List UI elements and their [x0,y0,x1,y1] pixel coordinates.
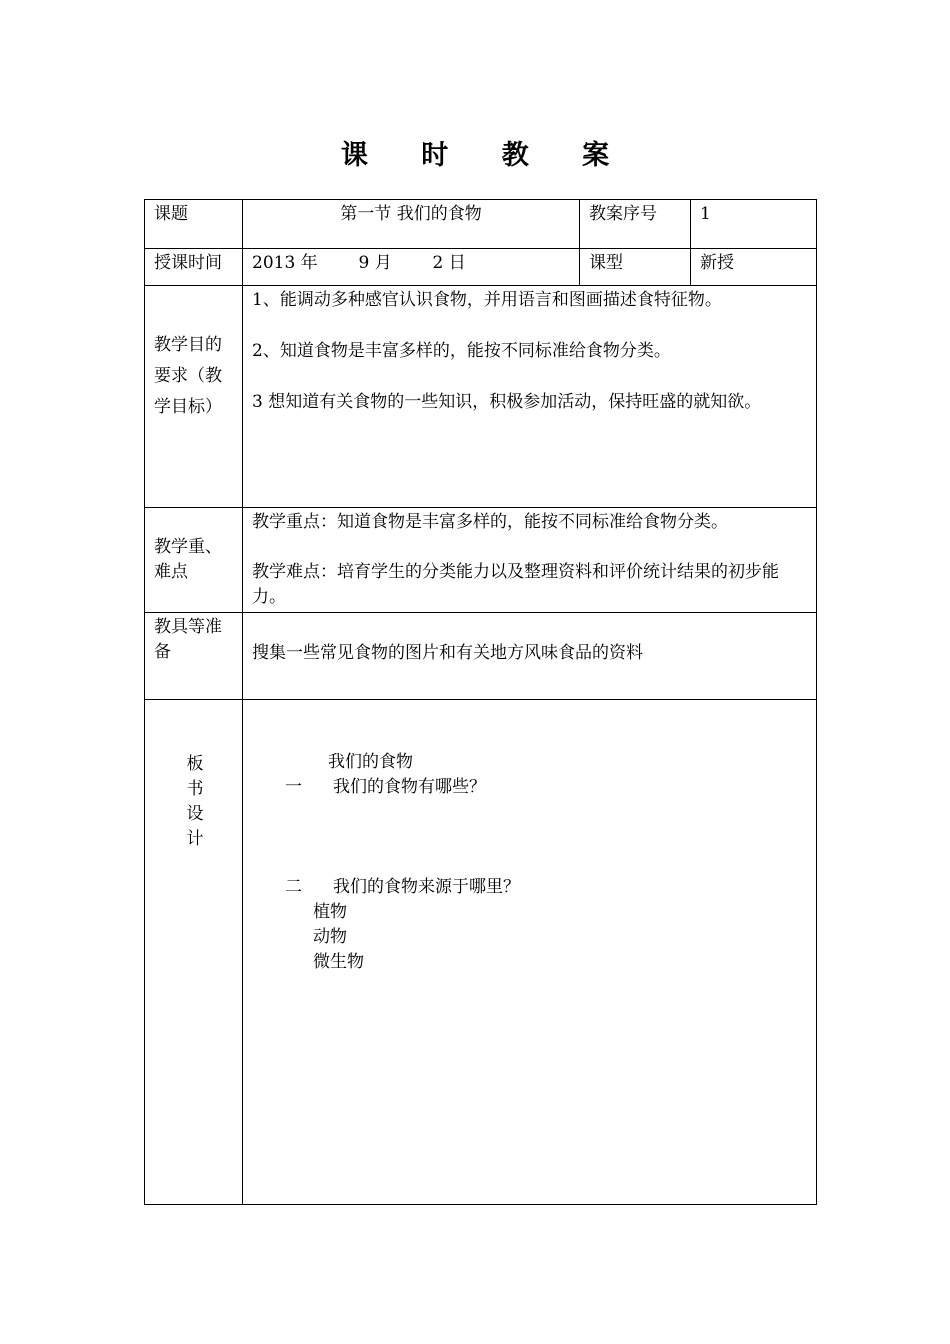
key-points-content [243,508,817,613]
time-month: 9 月 [358,253,392,273]
topic-label: 课题 [145,200,243,249]
time-label: 授课时间 [145,249,243,286]
time-value [243,249,580,286]
board-q2-num: 二 [285,877,302,897]
row-time [145,249,817,286]
key-points-label: 教学重、难点 [145,508,243,613]
time-day: 2 日 [432,253,466,273]
goals-content [243,286,817,508]
board-q2: 我们的食物来源于哪里？ [333,877,520,897]
row-materials [145,613,817,700]
board-label-char: 板 [186,754,204,774]
lesson-plan-table [144,199,817,1205]
row-key-points [145,508,817,613]
board-label-char: 设 [186,804,204,824]
board-source: 微生物 [313,952,364,972]
board-label-char: 计 [186,829,204,849]
goal-item: 2、知道食物是丰富多样的，能按不同标准给食物分类。 [252,341,671,361]
seq-label: 教案序号 [580,200,691,249]
row-goals [145,286,817,508]
goal-item: 3 想知道有关食物的一些知识，积极参加活动，保持旺盛的就知欲。 [252,392,762,412]
seq-value: 1 [691,200,817,249]
page-title: 课 时 教 案 [340,140,632,171]
board-label-char: 书 [186,779,204,799]
key-difficulty: 教学难点：培育学生的分类能力以及整理资料和评价统计结果的初步能力。 [252,562,779,607]
materials-value: 搜集一些常见食物的图片和有关地方风味食品的资料 [243,613,817,700]
board-heading: 我们的食物 [328,752,413,772]
board-content [243,700,817,1205]
topic-value: 第一节 我们的食物 [243,200,580,249]
row-topic [145,200,817,249]
materials-label: 教具等准备 [145,613,243,700]
type-label: 课型 [580,249,691,286]
board-q1-num: 一 [285,777,302,797]
row-board [145,700,817,1205]
key-focus: 教学重点：知道食物是丰富多样的，能按不同标准给食物分类。 [252,512,728,532]
board-source: 动物 [313,927,347,947]
goals-label: 教学目的要求（教学目标） [145,286,243,508]
goal-item: 1、能调动多种感官认识食物，并用语言和图画描述食特征物。 [252,290,722,310]
type-value: 新授 [691,249,817,286]
time-year: 2013 年 [252,253,318,273]
board-source: 植物 [313,902,347,922]
board-q1: 我们的食物有哪些？ [333,777,486,797]
board-label [145,700,243,1205]
